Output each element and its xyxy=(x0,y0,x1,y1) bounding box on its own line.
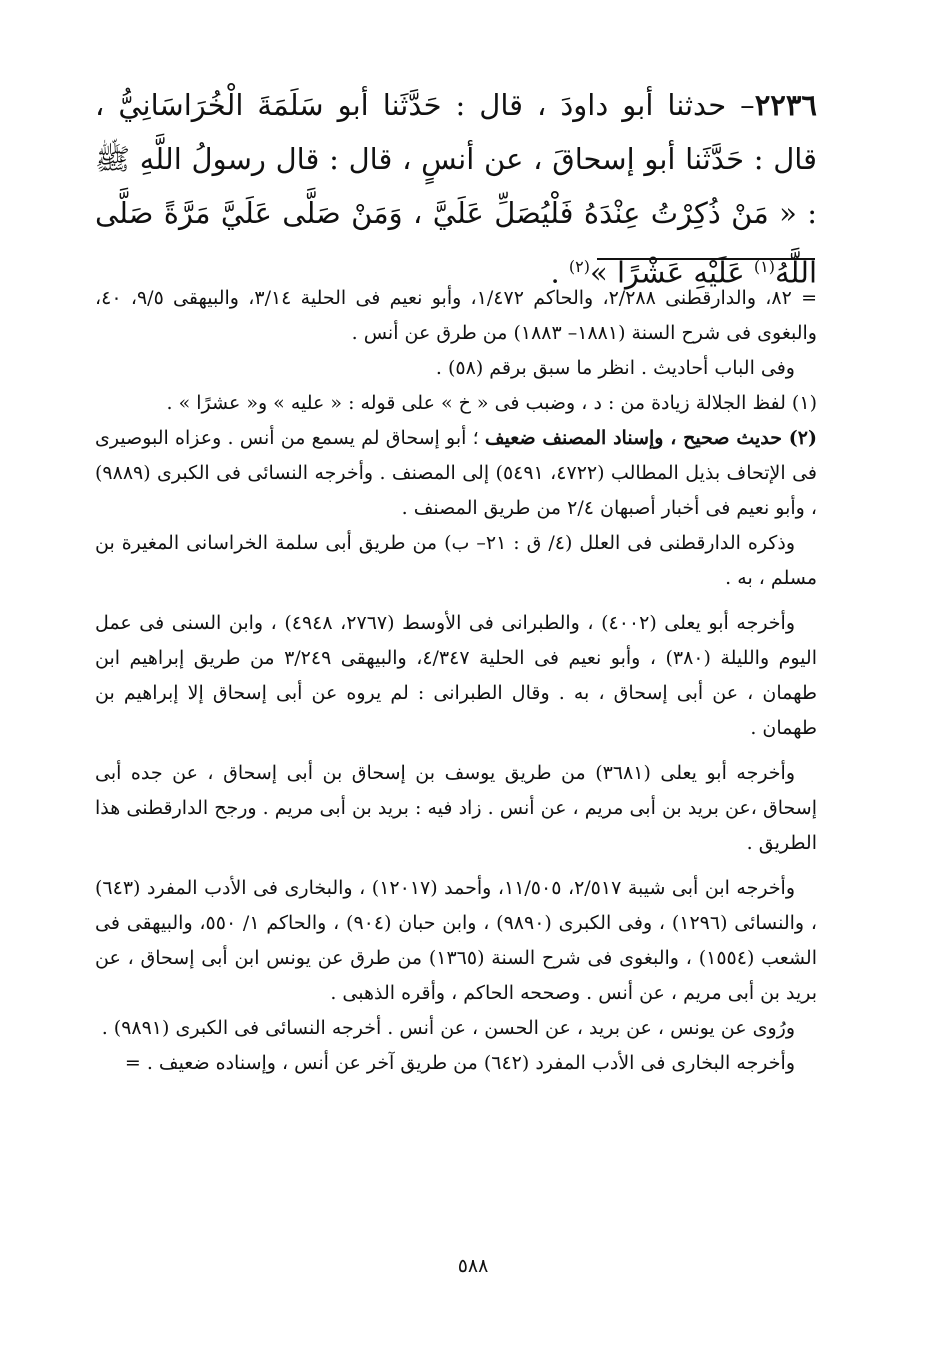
footnote-ref-1: (١) xyxy=(753,257,775,276)
footnotes xyxy=(95,281,817,1081)
footnote-continuation: = ٨٢، والدارقطنى ٢/٢٨٨، والحاكم ١/٤٧٢، وأبو نعيم فى الحلية ٣/١٤، والبيهقى ٩/٥، ٤٠، والبغوى فى شرح السنة (١٨٨١– ١٨٨٣) من طرق عن أنس . xyxy=(95,287,818,344)
footnote-paragraph: ورُوى عن يونس ، عن بريد ، عن الحسن ، عن أنس . أخرجه النسائى فى الكبرى (٩٨٩١) . xyxy=(101,1017,795,1039)
footnote-paragraph: وأخرجه أبو يعلى (٤٠٠٢) ، والطبرانى فى الأوسط (٢٧٦٧، ٤٩٤٨) ، وابن السنى فى عمل اليوم والليلة (٣٨٠) ، وأبو نعيم فى الحلية ٤/٣٤٧، والبيهقى ٣/٢٤٩ من طريق إبراهيم ابن طهمان ، عن أبى إسحاق ، به . وقال الطبرانى : لم يروه عن أبى إسحاق إلا إبراهيم بن طهمان . xyxy=(95,612,817,739)
hadith-text xyxy=(95,78,817,300)
footnote-2 xyxy=(95,421,817,526)
hadith-body-end: عَلَيْهِ عَشْرًا » xyxy=(590,255,754,290)
footnote-paragraph: وذكره الدارقطنى فى العلل (٤/ ق : ٢١– ب) من طريق أبى سلمة الخراسانى المغيرة بن مسلم ، به . xyxy=(95,532,817,589)
hadith-body: – حدثنا أبو داودَ ، قال : حَدَّثَنا أبو سَلَمَةَ الْخُرَاسَانِيُّ ، قال : حَدَّثَنا أبو إسحاقَ ، عن أنسٍ ، قال : قال رسولُ اللَّهِ ﷺ : « مَنْ ذُكِرْتُ عِنْدَهُ فَلْيُصَلِّ عَلَيَّ ، وَمَنْ صَلَّى عَلَيَّ مَرَّةً صَلَّى اللَّهُ xyxy=(95,88,817,290)
footnote-separator xyxy=(597,258,815,260)
footnote-paragraph: وأخرجه ابن أبى شيبة ٢/٥١٧، ١١/٥٠٥، وأحمد (١٢٠١٧) ، والبخارى فى الأدب المفرد (٦٤٣) ، والنسائى (١٢٩٦) ، وفى الكبرى (٩٨٩٠) ، وابن حبان (٩٠٤) ، والحاكم ١/ ٥٥٠، والبيهقى فى الشعب (١٥٥٤) ، والبغوى فى شرح السنة (١٣٦٥) من طرق عن يونس ابن أبى إسحاق ، عن بريد بن أبى مريم ، عن أنس . وصححه الحاكم ، وأقره الذهبى . xyxy=(95,877,818,1004)
footnote-1: (١) لفظ الجلالة زيادة من : د ، وضبب فى « خ » على قوله : « عليه » و« عشرًا » . xyxy=(166,392,817,414)
footnote-paragraph: وفى الباب أحاديث . انظر ما سبق برقم (٥٨) . xyxy=(435,357,795,379)
footnote-2-lead: (٢) حديث صحيح ، وإسناد المصنف ضعيف xyxy=(484,427,818,449)
page-number: ٥٨٨ xyxy=(457,1255,489,1277)
footnote-2-body: ؛ أبو إسحاق لم يسمع من أنس . وعزاه البوصيرى فى الإتحاف بذيل المطالب (٤٧٢٢، ٥٤٩١) إلى المصنف . وأخرجه النسائى فى الكبرى (٩٨٨٩) ، وأبو نعيم فى أخبار أصبهان ٢/٤ من طريق المصنف . xyxy=(95,427,817,519)
footnote-ref-2: (٢) xyxy=(568,257,591,276)
hadith-number: ٢٢٣٦ xyxy=(754,88,817,122)
footnote-paragraph: وأخرجه أبو يعلى (٣٦٨١) من طريق يوسف بن إسحاق بن أبى إسحاق ، عن جده أبى إسحاق ،عن بريد بن أبى مريم ، عن أنس . زاد فيه : بريد بن أبى مريم . ورجح الدارقطنى هذا الطريق . xyxy=(95,762,817,854)
hadith-closing: . xyxy=(550,255,569,290)
footnote-paragraph: وأخرجه البخارى فى الأدب المفرد (٦٤٢) من طريق آخر عن أنس ، وإسناده ضعيف . = xyxy=(124,1052,795,1074)
